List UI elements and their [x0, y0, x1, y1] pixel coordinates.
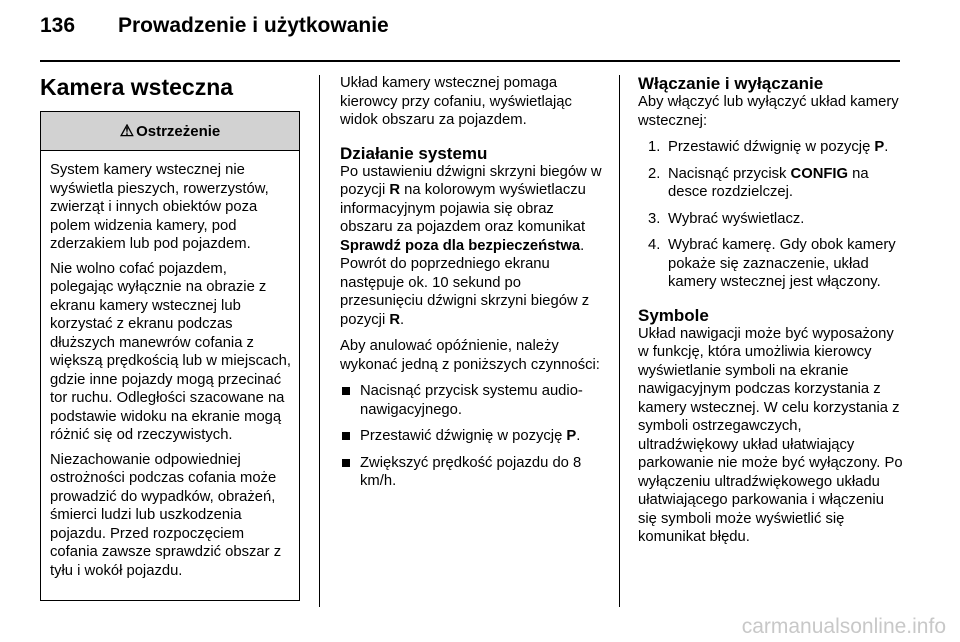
left-column [40, 74, 302, 100]
list-item: Przestawić dźwignię w pozycję P. [340, 427, 602, 446]
list-item: 3. Wybrać wyświetlacz. [648, 210, 805, 227]
symbols-paragraph: Układ nawigacji może być wyposażony w funkcję, która umożliwia kierowcy wyświetlanie symboli na ekranie nawigacyjnym podczas korzystania z kamery wstecznej. W celu korzystania z symboli ostrzegawczych, ultradźwiękowy układ ułatwiający parkowanie nie może być wyłączony. Po wyłączeniu ultradźwiękowego układu ułatwiającego parkowania i włączeniu się symboli może wyświetlić się komunikat błędu. [638, 325, 903, 545]
list-item: 4. Wybrać kamerę. Gdy obok kamery pokaże się zaznaczenie, układ kamery wstecznej jest włączony. [648, 237, 896, 290]
numbered-list [638, 138, 904, 292]
list-item: Zwiększyć prędkość pojazdu do 8 km/h. [340, 454, 602, 491]
page-header [40, 14, 900, 38]
operation-paragraph: Po ustawieniu dźwigni skrzyni biegów w pozycji R na kolorowym wyświetlaczu informacyjnym pojawia się obraz obszaru za pojazdem oraz komunikat Sprawdź poza dla bezpieczeństwa. Powrót do poprzedniego ekranu następuje ok. 10 sekund po przesunięciu dźwigni skrzyni biegów z pozycji R. [340, 163, 602, 328]
list-item: 1. Przestawić dźwignię w pozycję P. [648, 139, 889, 155]
subsection-heading: Włączanie i wyłączanie [638, 74, 824, 93]
bullet-list [340, 382, 602, 491]
warning-body [41, 151, 299, 580]
column-divider [319, 75, 320, 607]
column-divider [619, 75, 620, 607]
right-column [638, 74, 904, 555]
middle-column [340, 74, 602, 499]
list-item: Nacisnąć przycisk systemu audio-nawigacyjnego. [340, 382, 602, 419]
subsection-heading: Działanie systemu [340, 143, 488, 163]
header-rule [40, 60, 900, 62]
warning-paragraph: Niezachowanie odpowiedniej ostrożności podczas cofania może prowadzić do wypadków, obrażeń, śmierci ludzi lub uszkodzenia pojazdu. Przed rozpoczęciem cofania zawsze sprawdzić obszar z tyłu i wokół pojazdu. [50, 451, 282, 579]
cancel-paragraph: Aby anulować opóźnienie, należy wykonać jedną z poniższych czynności: [340, 338, 600, 373]
warning-heading: Ostrzeżenie [136, 122, 221, 140]
subsection-heading: Symbole [638, 305, 709, 325]
warning-paragraph: System kamery wstecznej nie wyświetla pieszych, rowerzystów, zwierząt i innych obiektów poza polem widzenia kamery, pod zderzakiem lub pod pojazdem. [50, 162, 269, 252]
intro-paragraph: Układ kamery wstecznej pomaga kierowcy przy cofaniu, wyświetlając widok obszaru za pojazdem. [340, 75, 572, 128]
warning-triangle-icon: ⚠ [119, 123, 135, 140]
watermark: carmanualsonline.info [741, 615, 946, 638]
warning-box [40, 111, 300, 601]
section-title: Kamera wsteczna [40, 74, 234, 100]
list-item: 2. Nacisnąć przycisk CONFIG na desce rozdzielczej. [648, 165, 869, 200]
warning-header [41, 112, 299, 151]
chapter-title: Prowadzenie i użytkowanie [118, 14, 389, 37]
intro-paragraph: Aby włączyć lub wyłączyć układ kamery wstecznej: [638, 94, 899, 129]
page-number: 136 [40, 14, 76, 37]
warning-paragraph: Nie wolno cofać pojazdem, polegając wyłącznie na obrazie z ekranu kamery wstecznej lub korzystać z ekranu podczas dłuższych manewrów cofania z większą prędkością lub w miejscach, gdzie inne pojazdy mogą przecinać tor ruchu. Odległości szacowane na podstawie widoku na ekranie mogą różnić się od rzeczywistych. [50, 260, 291, 443]
